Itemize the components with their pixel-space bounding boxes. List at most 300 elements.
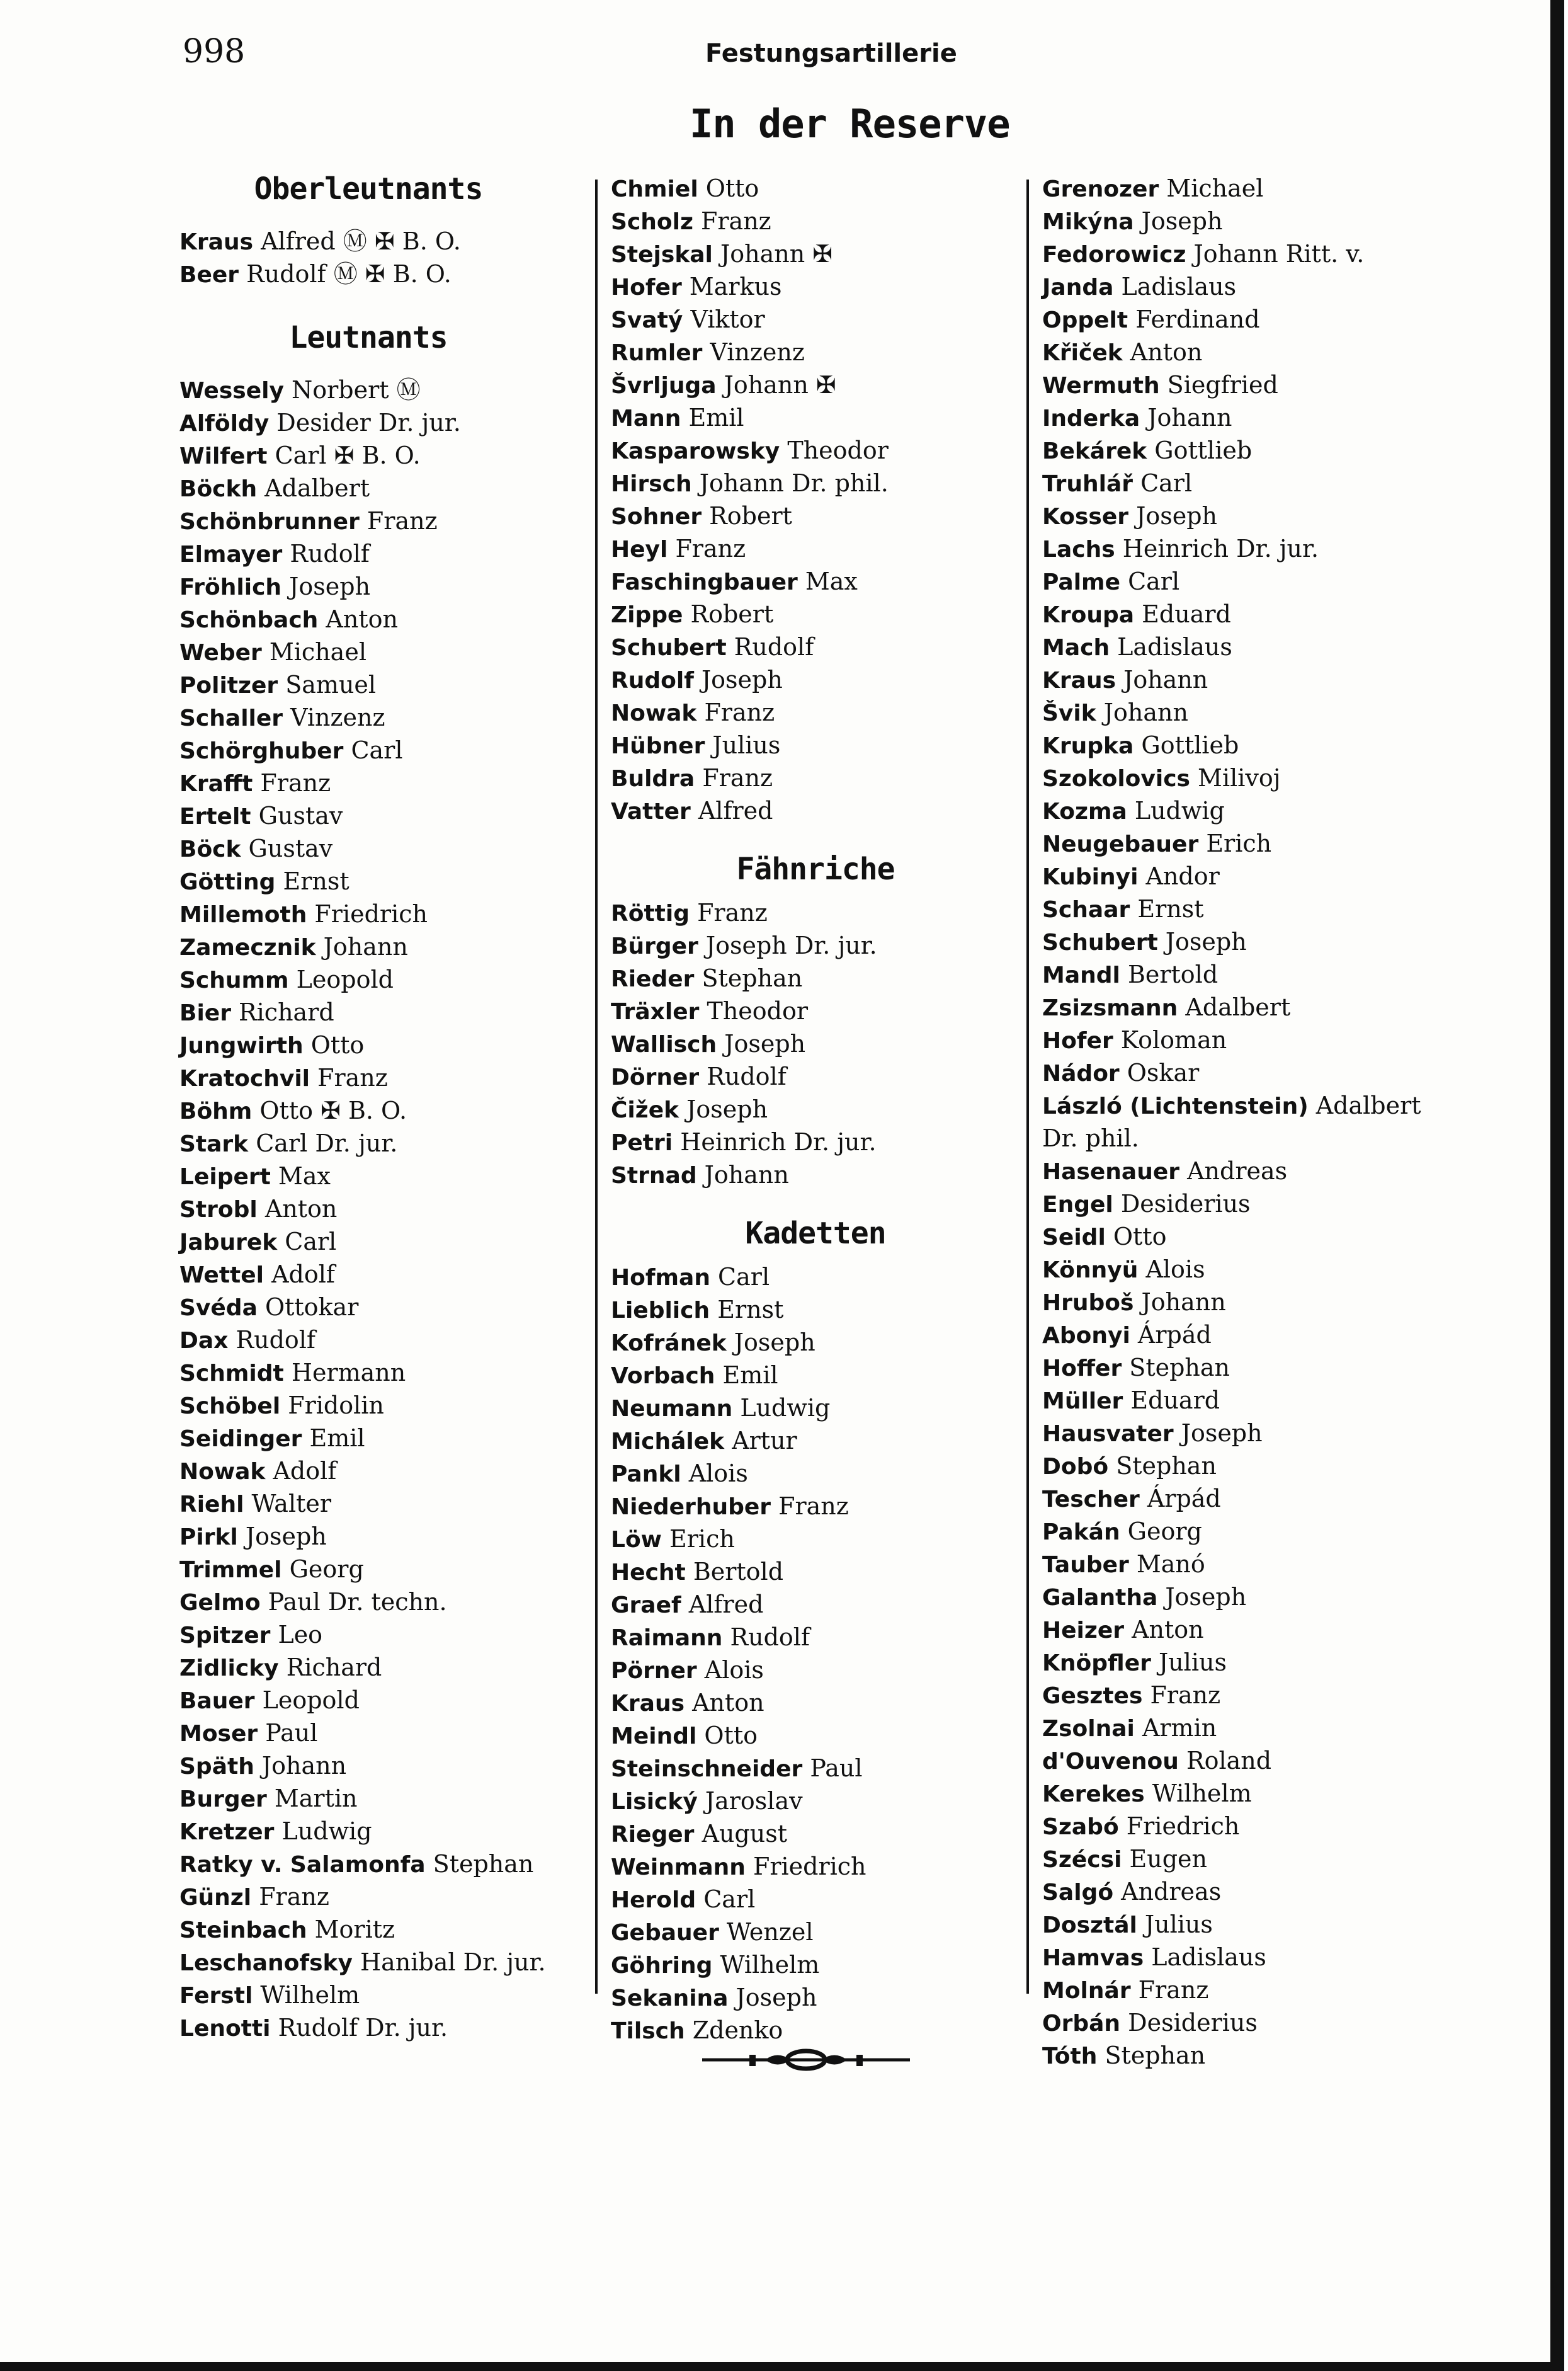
surname: Schönbrunner: [179, 509, 360, 535]
surname: Röttig: [611, 901, 690, 927]
given-name: Friedrich: [745, 1853, 866, 1880]
surname: Moser: [179, 1721, 258, 1747]
given-name: Franz: [689, 899, 768, 927]
list-item: [611, 1883, 1020, 1916]
given-name: Vinzenz: [283, 704, 385, 731]
list-item: [1042, 893, 1496, 926]
page-number: 998: [183, 33, 246, 71]
list-item: [611, 795, 1020, 828]
list-item: [1042, 1155, 1496, 1188]
list-item: [611, 1294, 1020, 1327]
list-item: [611, 1327, 1020, 1359]
surname: Dörner: [611, 1065, 700, 1090]
surname: Nádor: [1042, 1061, 1120, 1087]
surname: Schaar: [1042, 897, 1130, 923]
list-item: [1042, 369, 1496, 402]
given-name: Ernst: [1130, 895, 1204, 923]
list-item: [179, 997, 595, 1029]
given-name: Walter: [244, 1490, 332, 1517]
list-item: [611, 598, 1020, 631]
given-name: Johann Dr. phil.: [691, 469, 889, 497]
surname: Strnad: [611, 1163, 697, 1189]
list-item: [611, 1621, 1020, 1654]
surname: Hoffer: [1042, 1356, 1122, 1381]
list-item: [179, 866, 595, 898]
given-name: Joseph: [679, 1095, 768, 1123]
surname: Kroupa: [1042, 602, 1135, 628]
given-name: Gustav: [251, 802, 343, 830]
given-name: Ladislaus: [1113, 273, 1237, 300]
list-item: [1042, 1614, 1496, 1647]
given-name: Ferdinand: [1128, 306, 1260, 333]
given-name: Gottlieb: [1147, 437, 1253, 464]
given-name: Adalbert: [1178, 993, 1291, 1021]
list-item: [179, 1062, 595, 1095]
given-name: Joseph Dr. jur.: [698, 932, 877, 959]
surname: Herold: [611, 1887, 696, 1913]
surname: Wessely: [179, 378, 284, 404]
list-item: [611, 729, 1020, 762]
given-name: Hermann: [283, 1359, 406, 1386]
given-name: Franz: [1130, 1976, 1209, 2004]
surname: Vorbach: [611, 1363, 715, 1389]
surname: Schmidt: [179, 1361, 284, 1386]
list-item: [179, 734, 595, 767]
surname: Heizer: [1042, 1618, 1125, 1643]
given-name: Siegfried: [1159, 371, 1278, 399]
list-item: [179, 1160, 595, 1193]
list-item: [1042, 1221, 1496, 1254]
surname: Kratochvil: [179, 1066, 310, 1092]
surname: Ferstl: [179, 1983, 253, 2009]
surname: Dax: [179, 1328, 229, 1354]
surname: Ertelt: [179, 804, 251, 830]
given-name: Alois: [681, 1460, 748, 1487]
list-item: [611, 1458, 1020, 1490]
given-name: Joseph: [728, 1984, 817, 2011]
list-item: [611, 897, 1020, 930]
surname: Meindl: [611, 1723, 697, 1749]
surname: Nowak: [179, 1459, 266, 1485]
running-head: Festungsartillerie: [705, 39, 957, 68]
list-item: [611, 1425, 1020, 1458]
surname: Hasenauer: [1042, 1159, 1179, 1185]
given-name: Ladislaus: [1144, 1943, 1266, 1971]
surname: Rumler: [611, 340, 703, 366]
list-item: [1042, 304, 1496, 336]
list-item: [1042, 631, 1496, 664]
surname: Grenozer: [1042, 176, 1159, 202]
surname: Molnár: [1042, 1978, 1131, 2004]
surname: Bekárek: [1042, 438, 1147, 464]
surname: Lachs: [1042, 537, 1115, 563]
list-item: [179, 833, 595, 866]
list-item: [611, 1818, 1020, 1851]
list-item: [179, 1946, 595, 1979]
surname: Hofman: [611, 1265, 710, 1291]
list-item: [1042, 1581, 1496, 1614]
surname: Burger: [179, 1786, 267, 1812]
given-name: Carl: [343, 736, 403, 764]
list-item: [611, 1261, 1020, 1294]
surname: Lieblich: [611, 1298, 710, 1323]
surname: Lenotti: [179, 2016, 271, 2042]
heading-kadetten: Kadetten: [745, 1216, 886, 1251]
list-item: [1042, 1123, 1496, 1155]
list-item: [1042, 2040, 1496, 2072]
list-item: [179, 1914, 595, 1946]
given-name: Stephan: [694, 964, 803, 992]
given-name: Adolf: [265, 1457, 337, 1485]
column-1: [179, 170, 595, 2045]
surname: Steinschneider: [611, 1756, 803, 1782]
surname: Kasparowsky: [611, 438, 780, 464]
list-item: [611, 2014, 1020, 2047]
given-name: Johann ✠: [716, 371, 836, 399]
list-item: [1042, 860, 1496, 893]
given-name: Johann: [696, 1161, 789, 1189]
given-name: Anton: [685, 1689, 764, 1717]
surname: Spitzer: [179, 1623, 271, 1648]
list-faehnriche: [611, 897, 1020, 1192]
list-item: [611, 664, 1020, 697]
surname: Pörner: [611, 1658, 697, 1684]
list-item: [179, 1095, 595, 1128]
surname: Ratky v. Salamonfa: [179, 1852, 426, 1878]
surname: Lisický: [611, 1789, 698, 1815]
given-name: Alois: [696, 1656, 764, 1684]
surname: Jaburek: [179, 1230, 278, 1255]
list-item: [179, 603, 595, 636]
list-item: [1042, 1745, 1496, 1778]
given-name: Joseph: [1157, 928, 1247, 956]
surname: Krupka: [1042, 733, 1134, 759]
list-item: [1042, 1876, 1496, 1909]
surname: Riehl: [179, 1492, 244, 1517]
list-item: [179, 767, 595, 800]
list-item: [1042, 1319, 1496, 1352]
list-item: [611, 467, 1020, 500]
given-name: August: [694, 1820, 787, 1848]
list-item: [611, 336, 1020, 369]
given-name: Michael: [261, 638, 366, 666]
given-name: Andreas: [1179, 1157, 1288, 1185]
list-item: [1042, 697, 1496, 729]
given-name: Ludwig: [1127, 797, 1225, 825]
given-name: Johann ✠: [712, 240, 833, 268]
list-item: [179, 226, 595, 258]
given-name: Ludwig: [274, 1817, 372, 1845]
surname: Kerekes: [1042, 1781, 1145, 1807]
given-name: Otto: [698, 174, 759, 202]
given-name: Wilhelm: [1144, 1780, 1252, 1807]
given-name: Julius: [1137, 1911, 1213, 1938]
list-item: [611, 402, 1020, 435]
given-name: Norbert Ⓜ: [283, 376, 421, 404]
list-item: [179, 1226, 595, 1259]
list-item: [611, 1982, 1020, 2014]
given-name: Otto: [1105, 1223, 1167, 1250]
surname: Wilfert: [179, 443, 268, 469]
surname: Seidl: [1042, 1225, 1106, 1250]
given-name: Andor: [1138, 862, 1220, 890]
list-item: [611, 238, 1020, 271]
given-name: Milivoj: [1190, 764, 1281, 792]
list-item: [611, 1687, 1020, 1720]
given-name: Stephan: [1122, 1354, 1230, 1381]
given-name: Emil: [681, 404, 744, 431]
given-name: Georg: [281, 1555, 364, 1583]
surname: Vatter: [611, 799, 691, 825]
surname: Wallisch: [611, 1032, 717, 1058]
list-item: [1042, 762, 1496, 795]
given-name: Alois: [1138, 1255, 1205, 1283]
list-item: [611, 1654, 1020, 1687]
list-item: [611, 1589, 1020, 1621]
given-name: Wenzel: [719, 1918, 814, 1946]
list-item: [179, 258, 595, 291]
list-item: [179, 800, 595, 833]
surname: Sekanina: [611, 1985, 729, 2011]
list-item: [1042, 1385, 1496, 1417]
list-item: [611, 533, 1020, 566]
list-item: [179, 669, 595, 702]
surname: Orbán: [1042, 2011, 1121, 2037]
list-kadetten-continued: [1042, 173, 1496, 2072]
list-item: [1042, 1712, 1496, 1745]
list-item: [1042, 598, 1496, 631]
surname: Bürger: [611, 934, 698, 959]
surname: Kraus: [611, 1691, 685, 1717]
surname: László (Lichtenstein): [1042, 1094, 1309, 1119]
surname: Hübner: [611, 733, 705, 759]
list-item: [611, 435, 1020, 467]
list-item: [1042, 1450, 1496, 1483]
list-item: [611, 271, 1020, 304]
list-item: [179, 898, 595, 931]
given-name: Desider Dr. jur.: [269, 409, 461, 437]
list-item: [1042, 1548, 1496, 1581]
surname: d'Ouvenou: [1042, 1749, 1179, 1774]
column-2: [611, 170, 1020, 2047]
given-name: Emil: [715, 1361, 778, 1389]
given-name: Adalbert: [257, 474, 370, 502]
surname: Niederhuber: [611, 1494, 771, 1520]
given-name: Adalbert: [1308, 1092, 1421, 1119]
surname: Jungwirth: [179, 1033, 304, 1059]
surname: Mandl: [1042, 963, 1120, 988]
surname: Szokolovics: [1042, 766, 1190, 792]
given-name: Anton: [1124, 1616, 1204, 1643]
surname: Chmiel: [611, 176, 698, 202]
given-name: Rudolf: [228, 1326, 315, 1354]
list-item: [179, 571, 595, 603]
given-name: Theodor: [699, 997, 809, 1025]
surname: Seidinger: [179, 1426, 302, 1452]
surname: Petri: [611, 1130, 673, 1156]
given-name: Johann: [315, 933, 408, 961]
list-item: [1042, 1286, 1496, 1319]
surname: Heyl: [611, 537, 668, 563]
given-name: Desiderius: [1113, 1190, 1251, 1218]
surname: Beer: [179, 262, 239, 288]
heading-oberleutnants: Oberleutnants: [254, 171, 483, 207]
given-name: Leo: [270, 1621, 323, 1648]
surname: Švik: [1042, 700, 1096, 726]
given-name: Franz: [1142, 1681, 1221, 1709]
surname: Salgó: [1042, 1880, 1114, 1905]
given-name: Rudolf: [722, 1623, 810, 1651]
surname: Neugebauer: [1042, 831, 1199, 857]
list-item: [1042, 205, 1496, 238]
given-name: Franz: [310, 1064, 388, 1092]
given-name: Hanibal Dr. jur.: [352, 1948, 546, 1976]
list-kadetten: [611, 1261, 1020, 2047]
list-item: [179, 931, 595, 964]
surname: Neumann: [611, 1396, 733, 1422]
list-item: [1042, 991, 1496, 1024]
surname: Nowak: [611, 700, 697, 726]
surname: Götting: [179, 869, 276, 895]
given-name: Emil: [302, 1424, 365, 1452]
given-name: Árpád: [1130, 1321, 1212, 1349]
given-name: Ladislaus: [1110, 633, 1232, 661]
list-item: [1042, 533, 1496, 566]
surname: Bauer: [179, 1688, 255, 1714]
surname: Pakán: [1042, 1519, 1120, 1545]
given-name: Erich: [1198, 830, 1272, 857]
list-item: [179, 1750, 595, 1783]
given-name: Ludwig: [732, 1394, 831, 1422]
list-item: [179, 1324, 595, 1357]
list-item: [1042, 664, 1496, 697]
given-name: Joseph: [281, 573, 371, 600]
surname: Schönbach: [179, 607, 319, 633]
list-item: [1042, 1909, 1496, 1941]
surname: Knöpfler: [1042, 1650, 1151, 1676]
given-name: Richard: [230, 998, 334, 1026]
list-item: [1042, 828, 1496, 860]
surname: Strobl: [179, 1197, 258, 1223]
surname: Szabó: [1042, 1814, 1119, 1840]
given-name: Erich: [661, 1525, 735, 1553]
given-name: Wilhelm: [712, 1951, 820, 1979]
surname: Tóth: [1042, 2043, 1098, 2069]
list-item: [611, 1359, 1020, 1392]
list-item: [611, 1949, 1020, 1982]
list-item: [611, 963, 1020, 995]
list-item: [611, 500, 1020, 533]
list-item: [179, 1848, 595, 1881]
given-name: Franz: [771, 1492, 849, 1520]
surname: Dobó: [1042, 1454, 1109, 1480]
given-name: Joseph: [726, 1328, 815, 1356]
given-name: Paul: [258, 1719, 318, 1747]
list-item: [1042, 1810, 1496, 1843]
given-name: Carl: [1120, 568, 1180, 595]
surname: Wettel: [179, 1262, 264, 1288]
given-name: Ernst: [710, 1296, 784, 1323]
surname: Weinmann: [611, 1854, 746, 1880]
given-name: Eugen: [1122, 1845, 1207, 1873]
surname: Bier: [179, 1000, 231, 1026]
surname: Tilsch: [611, 2018, 685, 2044]
list-item: [1042, 729, 1496, 762]
surname: Faschingbauer: [611, 569, 798, 595]
list-item: [1042, 173, 1496, 205]
given-name: Max: [797, 568, 858, 595]
given-name: Joseph: [1157, 1583, 1247, 1611]
given-name: Carl: [710, 1263, 770, 1291]
list-item: [611, 1523, 1020, 1556]
given-name: Heinrich Dr. jur.: [673, 1128, 877, 1156]
list-item: [611, 1028, 1020, 1061]
list-item: [179, 407, 595, 440]
given-name: Rudolf: [282, 540, 370, 568]
list-item: [611, 1392, 1020, 1425]
list-item: [179, 1488, 595, 1521]
given-name: Franz: [668, 535, 746, 563]
list-item: [179, 472, 595, 505]
surname: Stark: [179, 1131, 249, 1157]
surname: Graef: [611, 1592, 681, 1618]
given-name: Bertold: [1120, 961, 1219, 988]
list-item: [611, 304, 1020, 336]
given-name: Alfred: [681, 1591, 764, 1618]
given-name: Heinrich Dr. jur.: [1115, 535, 1319, 563]
given-name: Michael: [1159, 174, 1264, 202]
list-item: [179, 1815, 595, 1848]
surname: Rudolf: [611, 668, 694, 694]
given-name: Jaroslav: [697, 1787, 803, 1815]
list-item: [179, 538, 595, 571]
list-item: [1042, 238, 1496, 271]
list-item: [179, 1193, 595, 1226]
list-item: [179, 636, 595, 669]
list-leutnants-continued: [611, 173, 1020, 828]
given-name: Johann Ritt. v.: [1186, 240, 1365, 268]
surname: Palme: [1042, 569, 1120, 595]
surname: Hofer: [1042, 1028, 1113, 1054]
surname: Svéda: [179, 1295, 258, 1321]
given-name: Franz: [695, 764, 773, 792]
surname: Raimann: [611, 1625, 723, 1651]
surname: Gesztes: [1042, 1683, 1143, 1709]
surname: Günzl: [179, 1885, 252, 1911]
list-item: [179, 1783, 595, 1815]
surname: Michálek: [611, 1429, 725, 1454]
list-item: [611, 1159, 1020, 1192]
given-name: Alfred Ⓜ ✠ B. O.: [253, 227, 461, 255]
given-name: Anton: [318, 605, 398, 633]
list-item: [611, 369, 1020, 402]
list-item: [179, 1652, 595, 1684]
given-name: Markus: [681, 273, 782, 300]
surname: Pirkl: [179, 1524, 238, 1550]
surname: Kozma: [1042, 799, 1127, 825]
list-item: [179, 964, 595, 997]
list-item: [179, 1128, 595, 1160]
list-item: [611, 930, 1020, 963]
given-name: Ernst: [275, 867, 349, 895]
surname: Engel: [1042, 1192, 1113, 1218]
surname: Svatý: [611, 307, 683, 333]
list-item: [179, 440, 595, 472]
list-item: [1042, 1516, 1496, 1548]
list-item: [1042, 1647, 1496, 1679]
surname: Zippe: [611, 602, 683, 628]
surname: Schubert: [1042, 930, 1158, 956]
